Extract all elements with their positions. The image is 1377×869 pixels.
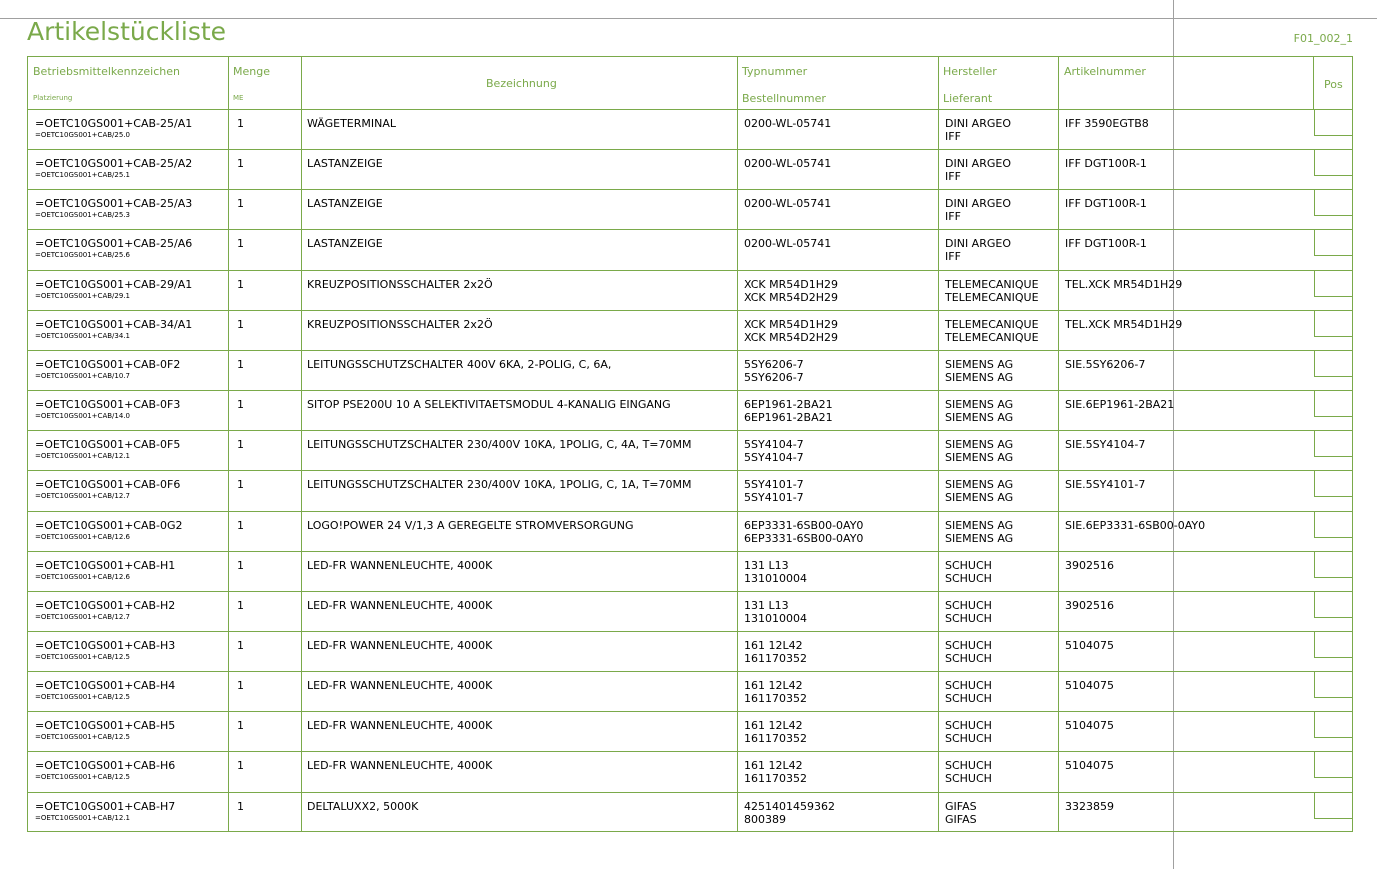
cell-description: SITOP PSE200U 10 A SELEKTIVITAETSMODUL 4-KANALIG EINGANG [307, 398, 671, 412]
cell-artikelnummer: 5104075 [1065, 638, 1114, 652]
cell-typnummer: 0200-WL-05741 [744, 157, 832, 171]
cell-qty: 1 [237, 157, 244, 171]
cell-typnummer: 6EP3331-6SB00-0AY0 [744, 518, 864, 532]
header-me: ME [233, 94, 244, 102]
cell-qty: 1 [237, 317, 244, 331]
cell-placement: =OETC10GS001+CAB/10.7 [35, 371, 130, 380]
cell-hersteller: SIEMENS AG [945, 478, 1014, 492]
cell-lieferant: IFF [945, 250, 961, 264]
cell-typnummer: 5SY6206-7 [744, 357, 804, 371]
cell-typnummer: 5SY4104-7 [744, 438, 804, 452]
cell-typnummer: 0200-WL-05741 [744, 197, 832, 211]
cell-qty: 1 [237, 197, 244, 211]
cell-qty: 1 [237, 759, 244, 773]
cell-bmk: =OETC10GS001+CAB-25/A3 [35, 197, 193, 211]
cell-qty: 1 [237, 719, 244, 733]
table-row [28, 551, 1352, 552]
cell-qty: 1 [237, 438, 244, 452]
cell-hersteller: DINI ARGEO [945, 197, 1011, 211]
cell-typnummer: 5SY4101-7 [744, 478, 804, 492]
pos-box [1314, 311, 1353, 337]
cell-bmk: =OETC10GS001+CAB-34/A1 [35, 317, 193, 331]
cell-description: DELTALUXX2, 5000K [307, 799, 419, 813]
cell-hersteller: SCHUCH [945, 759, 992, 773]
pos-box [1314, 190, 1353, 216]
header-bezeichnung: Bezeichnung [486, 77, 557, 90]
pos-box [1314, 110, 1353, 136]
cell-description: LASTANZEIGE [307, 197, 383, 211]
cell-placement: =OETC10GS001+CAB/12.7 [35, 612, 130, 621]
cell-qty: 1 [237, 558, 244, 572]
cell-artikelnummer: SIE.5SY6206-7 [1065, 357, 1146, 371]
cell-qty: 1 [237, 518, 244, 532]
col-divider [301, 57, 302, 831]
table-row [28, 390, 1352, 391]
cell-bmk: =OETC10GS001+CAB-H7 [35, 799, 176, 813]
cell-placement: =OETC10GS001+CAB/25.3 [35, 211, 130, 220]
cell-hersteller: SCHUCH [945, 558, 992, 572]
cell-description: WÄGETERMINAL [307, 117, 397, 130]
table-row [28, 711, 1352, 712]
cell-qty: 1 [237, 478, 244, 492]
cell-bestellnummer: 161170352 [744, 692, 807, 706]
cell-typnummer: 4251401459362 [744, 799, 835, 813]
cell-bmk: =OETC10GS001+CAB-0F5 [35, 438, 181, 452]
cell-lieferant: SCHUCH [945, 571, 992, 585]
cell-bestellnummer: 131010004 [744, 571, 807, 585]
cell-lieferant: SCHUCH [945, 692, 992, 706]
cell-description: LEITUNGSSCHUTZSCHALTER 230/400V 10KA, 1POLIG, C, 1A, T=70MM [307, 478, 692, 492]
cell-bestellnummer: 6EP1961-2BA21 [744, 411, 833, 425]
cell-qty: 1 [237, 398, 244, 412]
cell-placement: =OETC10GS001+CAB/12.5 [35, 773, 130, 782]
cell-typnummer: 131 L13 [744, 558, 789, 572]
cell-hersteller: DINI ARGEO [945, 117, 1011, 130]
cell-placement: =OETC10GS001+CAB/25.1 [35, 171, 130, 180]
cell-bestellnummer: XCK MR54D2H29 [744, 330, 838, 344]
table-row [28, 350, 1352, 351]
cell-hersteller: SIEMENS AG [945, 357, 1014, 371]
header-artikelnummer: Artikelnummer [1064, 65, 1146, 78]
cell-artikelnummer: SIE.6EP3331-6SB00-0AY0 [1065, 518, 1206, 532]
table-row [28, 792, 1352, 793]
cell-artikelnummer: 3902516 [1065, 598, 1114, 612]
cell-placement: =OETC10GS001+CAB/12.1 [35, 452, 130, 461]
header-bmk: Betriebsmittelkennzeichen [33, 65, 180, 78]
table-row [28, 270, 1352, 271]
cell-artikelnummer: 5104075 [1065, 679, 1114, 693]
cell-artikelnummer: IFF DGT100R-1 [1065, 157, 1147, 171]
cell-bestellnummer: 5SY6206-7 [744, 370, 804, 384]
cell-bmk: =OETC10GS001+CAB-H4 [35, 679, 176, 693]
cell-typnummer: 131 L13 [744, 598, 789, 612]
table-row [28, 430, 1352, 431]
cell-placement: =OETC10GS001+CAB/12.1 [35, 813, 130, 822]
cell-placement: =OETC10GS001+CAB/29.1 [35, 291, 130, 300]
cell-typnummer: XCK MR54D1H29 [744, 317, 838, 331]
table-row [28, 189, 1352, 190]
cell-artikelnummer: SIE.5SY4101-7 [1065, 478, 1146, 492]
cell-placement: =OETC10GS001+CAB/12.7 [35, 492, 130, 501]
cell-hersteller: SCHUCH [945, 719, 992, 733]
pos-box [1314, 391, 1353, 417]
cell-bestellnummer: 161170352 [744, 651, 807, 665]
col-divider [938, 57, 939, 831]
cell-lieferant: SIEMENS AG [945, 411, 1014, 425]
pos-box [1314, 150, 1353, 176]
pos-box [1314, 672, 1353, 698]
cell-typnummer: 0200-WL-05741 [744, 117, 832, 130]
cell-placement: =OETC10GS001+CAB/14.0 [35, 412, 130, 421]
cell-description: LED-FR WANNENLEUCHTE, 4000K [307, 558, 493, 572]
cell-placement: =OETC10GS001+CAB/25.0 [35, 131, 130, 139]
cell-placement: =OETC10GS001+CAB/34.1 [35, 331, 130, 340]
cell-qty: 1 [237, 277, 244, 291]
cell-hersteller: DINI ARGEO [945, 157, 1011, 171]
cell-qty: 1 [237, 679, 244, 693]
table-row [28, 511, 1352, 512]
cell-qty: 1 [237, 237, 244, 251]
cell-bmk: =OETC10GS001+CAB-H1 [35, 558, 176, 572]
cell-bmk: =OETC10GS001+CAB-25/A6 [35, 237, 193, 251]
cell-lieferant: IFF [945, 210, 961, 224]
cell-bmk: =OETC10GS001+CAB-0F2 [35, 357, 181, 371]
cell-lieferant: SIEMENS AG [945, 451, 1014, 465]
cell-lieferant: SIEMENS AG [945, 491, 1014, 505]
page-title: Artikelstückliste [27, 17, 227, 46]
cell-artikelnummer: IFF 3590EGTB8 [1065, 117, 1149, 130]
cell-artikelnummer: SIE.5SY4104-7 [1065, 438, 1146, 452]
cell-placement: =OETC10GS001+CAB/12.5 [35, 733, 130, 742]
cell-typnummer: 161 12L42 [744, 719, 803, 733]
table-row [28, 671, 1352, 672]
cell-hersteller: TELEMECANIQUE [945, 317, 1039, 331]
cell-lieferant: TELEMECANIQUE [945, 290, 1039, 304]
cell-hersteller: SIEMENS AG [945, 518, 1014, 532]
cell-hersteller: TELEMECANIQUE [945, 277, 1039, 291]
cell-bestellnummer: XCK MR54D2H29 [744, 290, 838, 304]
cell-bestellnummer: 5SY4101-7 [744, 491, 804, 505]
cell-bmk: =OETC10GS001+CAB-25/A2 [35, 157, 193, 171]
cell-placement: =OETC10GS001+CAB/25.6 [35, 251, 130, 260]
header-platz: Platzierung [33, 94, 73, 102]
table-row [28, 310, 1352, 311]
cell-lieferant: SIEMENS AG [945, 370, 1014, 384]
cell-description: LEITUNGSSCHUTZSCHALTER 400V 6KA, 2-POLIG, C, 6A, [307, 357, 612, 371]
table-row [28, 591, 1352, 592]
cell-artikelnummer: 5104075 [1065, 719, 1114, 733]
header-pos: Pos [1324, 78, 1343, 91]
cell-lieferant: GIFAS [945, 812, 977, 826]
header-lieferant: Lieferant [943, 92, 993, 105]
cell-artikelnummer: SIE.6EP1961-2BA21 [1065, 398, 1175, 412]
cell-placement: =OETC10GS001+CAB/12.5 [35, 652, 130, 661]
pos-box [1314, 592, 1353, 618]
cell-lieferant: SIEMENS AG [945, 531, 1014, 545]
cell-description: LED-FR WANNENLEUCHTE, 4000K [307, 759, 493, 773]
cell-bestellnummer: 800389 [744, 812, 786, 826]
table-row [28, 751, 1352, 752]
pos-box [1314, 752, 1353, 778]
pos-box [1314, 351, 1353, 377]
col-divider [1313, 57, 1314, 109]
cell-description: KREUZPOSITIONSSCHALTER 2x2Ö [307, 277, 493, 291]
header-menge: Menge [233, 65, 270, 78]
pos-box [1314, 793, 1353, 819]
cell-hersteller: SCHUCH [945, 679, 992, 693]
cell-artikelnummer: TEL.XCK MR54D1H29 [1065, 317, 1183, 331]
cell-placement: =OETC10GS001+CAB/12.6 [35, 532, 130, 541]
cell-qty: 1 [237, 799, 244, 813]
cell-artikelnummer: 3323859 [1065, 799, 1114, 813]
cell-lieferant: SCHUCH [945, 611, 992, 625]
cell-qty: 1 [237, 117, 244, 130]
cell-hersteller: SCHUCH [945, 598, 992, 612]
cell-typnummer: 6EP1961-2BA21 [744, 398, 833, 412]
cell-bestellnummer: 161170352 [744, 772, 807, 786]
cell-bmk: =OETC10GS001+CAB-25/A1 [35, 117, 193, 130]
cell-qty: 1 [237, 357, 244, 371]
header-typnummer: Typnummer [742, 65, 808, 78]
cell-lieferant: SCHUCH [945, 651, 992, 665]
cell-lieferant: SCHUCH [945, 772, 992, 786]
cell-description: LEITUNGSSCHUTZSCHALTER 230/400V 10KA, 1POLIG, C, 4A, T=70MM [307, 438, 692, 452]
cell-placement: =OETC10GS001+CAB/12.5 [35, 693, 130, 702]
cell-lieferant: IFF [945, 130, 961, 143]
cell-qty: 1 [237, 638, 244, 652]
cell-bestellnummer: 5SY4104-7 [744, 451, 804, 465]
table-row [28, 149, 1352, 150]
cell-description: LASTANZEIGE [307, 237, 383, 251]
cell-bmk: =OETC10GS001+CAB-0F6 [35, 478, 181, 492]
cell-hersteller: SCHUCH [945, 638, 992, 652]
parts-table [27, 56, 1353, 832]
cell-description: LED-FR WANNENLEUCHTE, 4000K [307, 719, 493, 733]
cell-artikelnummer: IFF DGT100R-1 [1065, 237, 1147, 251]
sheet-id: F01_002_1 [1293, 32, 1353, 45]
header-bestellnummer: Bestellnummer [742, 92, 826, 105]
cell-artikelnummer: IFF DGT100R-1 [1065, 197, 1147, 211]
cell-hersteller: SIEMENS AG [945, 438, 1014, 452]
cell-description: LED-FR WANNENLEUCHTE, 4000K [307, 679, 493, 693]
pos-box [1314, 271, 1353, 297]
pos-box [1314, 632, 1353, 658]
header-divider [28, 109, 1352, 110]
col-divider [228, 57, 229, 831]
pos-box [1314, 712, 1353, 738]
cell-artikelnummer: TEL.XCK MR54D1H29 [1065, 277, 1183, 291]
cell-description: LED-FR WANNENLEUCHTE, 4000K [307, 598, 493, 612]
col-divider [737, 57, 738, 831]
cell-hersteller: GIFAS [945, 799, 977, 813]
table-row [28, 229, 1352, 230]
cell-placement: =OETC10GS001+CAB/12.6 [35, 572, 130, 581]
pos-box [1314, 471, 1353, 497]
cell-bestellnummer: 131010004 [744, 611, 807, 625]
cell-typnummer: 161 12L42 [744, 679, 803, 693]
cell-bmk: =OETC10GS001+CAB-H2 [35, 598, 176, 612]
table-row [28, 470, 1352, 471]
cell-bmk: =OETC10GS001+CAB-0F3 [35, 398, 181, 412]
header-hersteller: Hersteller [943, 65, 997, 78]
cell-bmk: =OETC10GS001+CAB-H3 [35, 638, 176, 652]
cell-description: LED-FR WANNENLEUCHTE, 4000K [307, 638, 493, 652]
cell-bmk: =OETC10GS001+CAB-0G2 [35, 518, 183, 532]
pos-box [1314, 552, 1353, 578]
pos-box [1314, 512, 1353, 538]
cell-bmk: =OETC10GS001+CAB-H6 [35, 759, 176, 773]
cell-description: KREUZPOSITIONSSCHALTER 2x2Ö [307, 317, 493, 331]
cell-typnummer: 161 12L42 [744, 759, 803, 773]
pos-box [1314, 230, 1353, 256]
cell-artikelnummer: 5104075 [1065, 759, 1114, 773]
cell-description: LOGO!POWER 24 V/1,3 A GEREGELTE STROMVERSORGUNG [307, 518, 634, 532]
cell-lieferant: IFF [945, 170, 961, 184]
cell-bestellnummer: 161170352 [744, 732, 807, 746]
table-row [28, 631, 1352, 632]
cell-lieferant: SCHUCH [945, 732, 992, 746]
cell-lieferant: TELEMECANIQUE [945, 330, 1039, 344]
cell-description: LASTANZEIGE [307, 157, 383, 171]
cell-bmk: =OETC10GS001+CAB-29/A1 [35, 277, 193, 291]
pos-box [1314, 431, 1353, 457]
cell-typnummer: 161 12L42 [744, 638, 803, 652]
cell-artikelnummer: 3902516 [1065, 558, 1114, 572]
cell-typnummer: 0200-WL-05741 [744, 237, 832, 251]
cell-qty: 1 [237, 598, 244, 612]
cell-hersteller: DINI ARGEO [945, 237, 1011, 251]
cell-hersteller: SIEMENS AG [945, 398, 1014, 412]
cell-typnummer: XCK MR54D1H29 [744, 277, 838, 291]
col-divider [1058, 57, 1059, 831]
cell-bestellnummer: 6EP3331-6SB00-0AY0 [744, 531, 864, 545]
cell-bmk: =OETC10GS001+CAB-H5 [35, 719, 176, 733]
